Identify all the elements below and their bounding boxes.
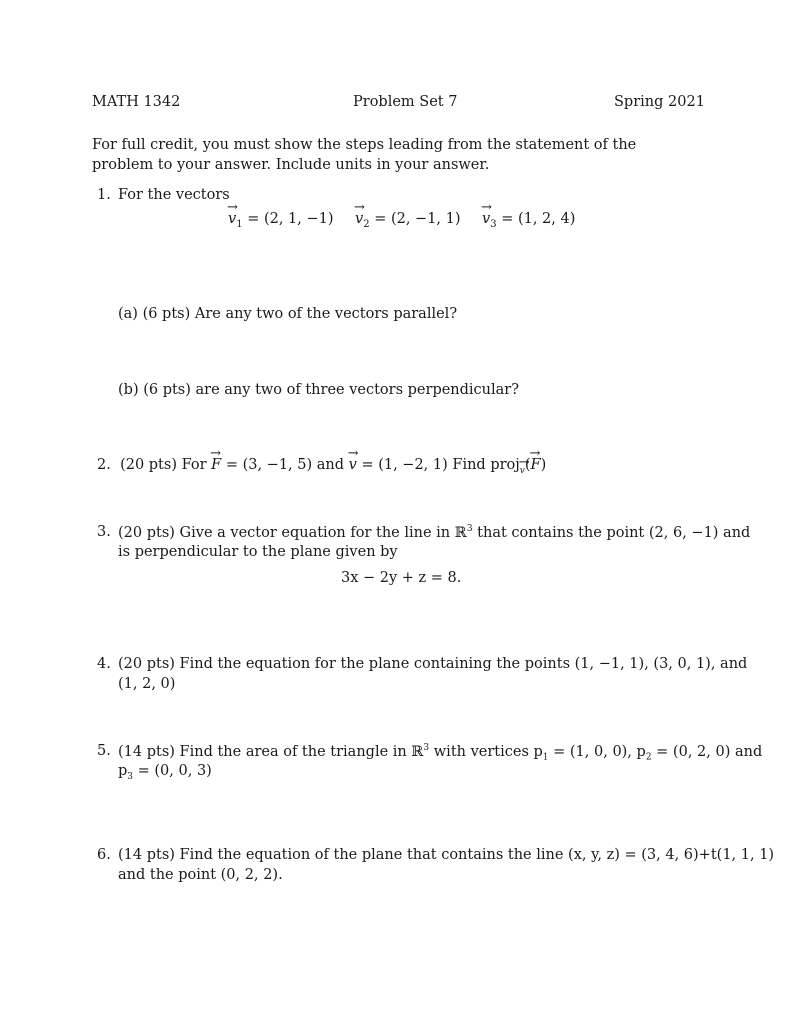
- problem-text: For the vectors: [118, 187, 230, 203]
- problem-text-line-2: is perpendicular to the plane given by: [118, 544, 398, 560]
- problem-text-line-1: (14 pts) Find the equation of the plane that contains the line (x, y, z) = (3, 4, 6)+t(1, 1, 1): [118, 847, 775, 863]
- vector-v2: → $v_2 = (2$, −1, 1): [355, 211, 461, 230]
- problem-text-line-1: (20 pts) Find the equation for the plane containing the points (1, −1, 1), (3, 0, 1), and: [118, 656, 748, 672]
- plane-equation: 3x − 2y + z = 8.: [341, 570, 462, 586]
- instructions: For full credit, you must show the steps leading from the statement of the problem to your answer. Include units in your answer.: [92, 137, 637, 173]
- problem-text-line-1: (20 pts) Give a vector equation for the line in ℝ$^3$ that contains the point (2, 6, −1) and: [118, 524, 751, 541]
- vector-v3: → $v_3 = (1$, 2, 4): [482, 211, 575, 230]
- problem-text-line-2: $p_3 = (0$, 0, 3): [118, 763, 212, 782]
- vector-F: → F: [211, 457, 221, 473]
- problem-number: 3.: [97, 524, 111, 540]
- problem-text-line-2: (1, 2, 0): [118, 676, 176, 692]
- term: Spring 2021: [614, 94, 705, 110]
- problem-1b: (b) (6 pts) are any two of three vectors perpendicular?: [118, 382, 520, 398]
- problem-number: 1.: [97, 187, 111, 203]
- document-title: Problem Set 7: [353, 94, 458, 110]
- problem-number: 4.: [97, 656, 111, 672]
- problem-number: 2.: [97, 457, 111, 473]
- problem-number: 5.: [97, 743, 111, 759]
- problem-1a: (a) (6 pts) Are any two of the vectors parallel?: [118, 306, 458, 322]
- course-code: MATH 1342: [92, 94, 181, 110]
- vector-v: → v: [349, 457, 357, 473]
- problem-text-line-1: (14 pts) Find the area of the triangle in ℝ$^3$ with vertices $p_1 = (1$, 0, 0), $p_2 = (0$, 2, 0) and: [118, 743, 763, 763]
- vector-v1: → $v_1 = (2$, 1, −1): [228, 211, 334, 230]
- problem-text-line-2: and the point (0, 2, 2).: [118, 867, 283, 883]
- problem-2: 2. (20 pts) For → F = (3, −1, 5) and → v = (1, −2, 1) Find proj→ $_v$(→ F): [97, 457, 546, 476]
- problem-number: 6.: [97, 847, 111, 863]
